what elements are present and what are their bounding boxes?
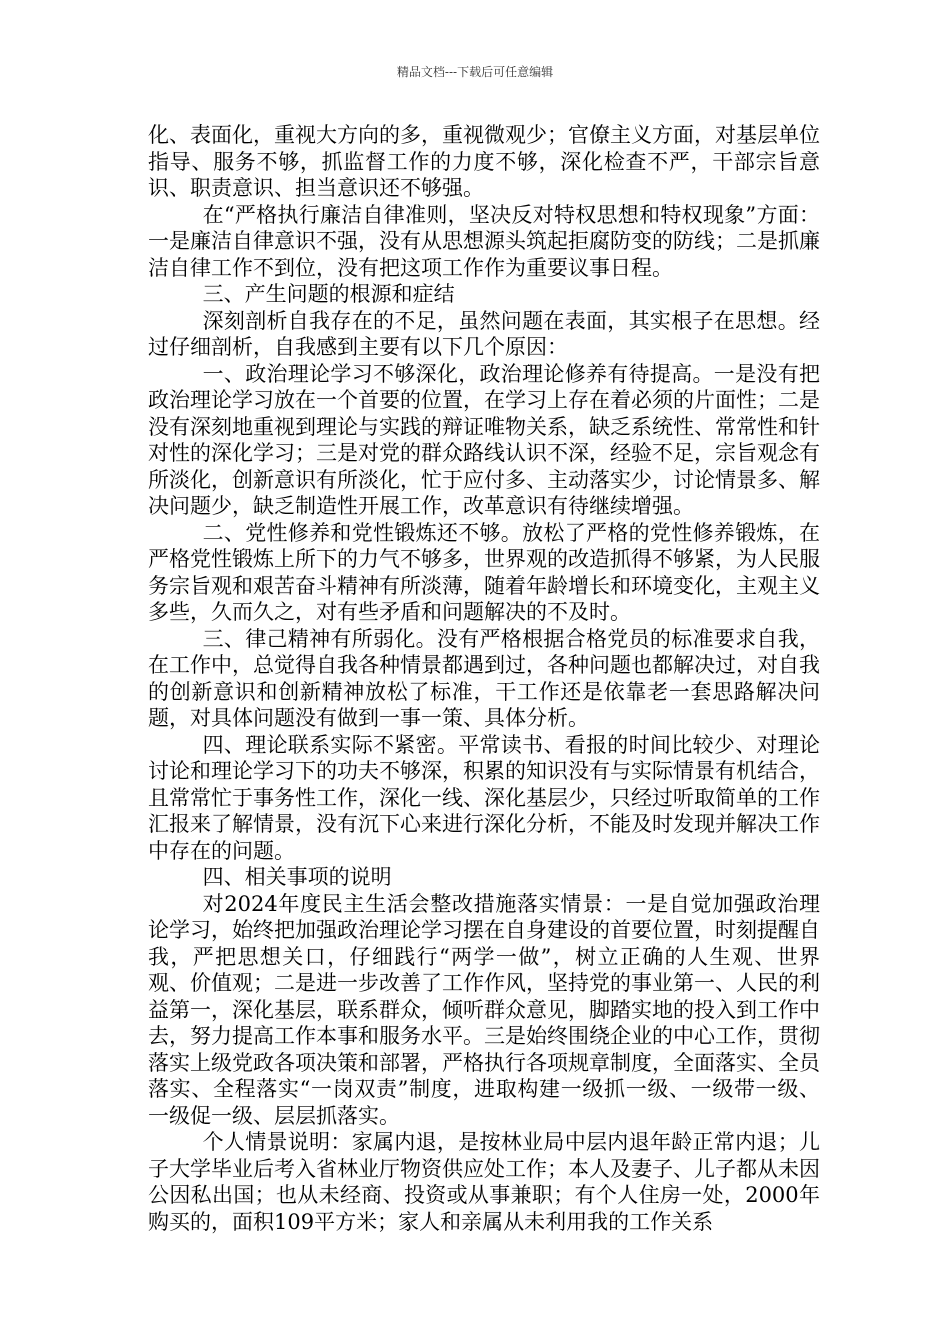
- paragraph-reason-two: 二、党性修养和党性锻炼还不够。放松了严格的党性修养锻炼，在严格党性锻炼上所下的力气不够多，世界观的改造抓得不够紧，为人民服务宗旨观和艰苦奋斗精神有所淡薄，随着年龄增长和环境变化，主观主义多些，久而久之，对有些矛盾和问题解决的不及时。: [148, 520, 820, 624]
- page-header: 精品文档---下载后可任意编辑: [396, 65, 554, 79]
- paragraph-personal-situation: 个人情景说明：家属内退，是按林业局中层内退年龄正常内退；儿子大学毕业后考入省林业厅物资供应处工作；本人及妻子、儿子都从未因公因私出国；也从未经商、投资或从事兼职；有个人住房一处，2000年购买的，面积109平方米；家人和亲属从未利用我的工作关系: [148, 1130, 820, 1234]
- section-heading-root-causes: 三、产生问题的根源和症结: [202, 282, 455, 306]
- paragraph-integrity: 在“严格执行廉洁自律准则，坚决反对特权思想和特权现象”方面：一是廉洁自律意识不强，没有从思想源头筑起拒腐防变的防线；二是抓廉洁自律工作不到位，没有把这项工作作为重要议事日程。: [148, 202, 820, 280]
- paragraph-reason-one: 一、政治理论学习不够深化，政治理论修养有待提高。一是没有把政治理论学习放在一个首要的位置，在学习上存在着必须的片面性；二是没有深刻地重视到理论与实践的辩证唯物关系，缺乏系统性、常常性和针对性的深化学习；三是对党的群众路线认识不深，经验不足，宗旨观念有所淡化，创新意识有所淡化，忙于应付多、主动落实少，讨论情景多、解决问题少，缺乏制造性开展工作，改革意识有待继续增强。: [148, 361, 820, 518]
- paragraph-rectification: 对2024年度民主生活会整改措施落实情景：一是自觉加强政治理论学习，始终把加强政治理论学习摆在自身建设的首要位置，时刻提醒自我，严把思想关口，仔细践行“两学一做”，树立正确的人生观、世界观、价值观；二是进一步改善了工作作风，坚持党的事业第一、人民的利益第一，深化基层，联系群众，倾听群众意见，脚踏实地的投入到工作中去，努力提高工作本事和服务水平。三是始终围绕企业的中心工作，贯彻落实上级党政各项决策和部署，严格执行各项规章制度，全面落实、全员落实、全程落实“一岗双责”制度，进取构建一级抓一级、一级带一级、一级促一级、层层抓落实。: [148, 891, 820, 1128]
- paragraph-continuation: 化、表面化，重视大方向的多，重视微观少；官僚主义方面，对基层单位指导、服务不够，抓监督工作的力度不够，深化检查不严，干部宗旨意识、职责意识、担当意识还不够强。: [148, 123, 820, 200]
- section-heading-related-matters: 四、相关事项的说明: [202, 865, 392, 889]
- document-body: [148, 122, 820, 1235]
- paragraph-analysis-intro: 深刻剖析自我存在的不足，虽然问题在表面，其实根子在思想。经过仔细剖析，自我感到主要有以下几个原因：: [148, 308, 820, 359]
- paragraph-reason-three: 三、律己精神有所弱化。没有严格根据合格党员的标准要求自我，在工作中，总觉得自我各种情景都遇到过，各种问题也都解决过，对自我的创新意识和创新精神放松了标准，干工作还是依靠老一套思路解决问题，对具体问题没有做到一事一策、具体分析。: [148, 626, 820, 730]
- paragraph-reason-four: 四、理论联系实际不紧密。平常读书、看报的时间比较少、对理论讨论和理论学习下的功夫不够深，积累的知识没有与实际情景有机结合，且常常忙于事务性工作，深化一线、深化基层少，只经过听取简单的工作汇报来了解情景，没有沉下心来进行深化分析，不能及时发现并解决工作中存在的问题。: [148, 732, 820, 863]
